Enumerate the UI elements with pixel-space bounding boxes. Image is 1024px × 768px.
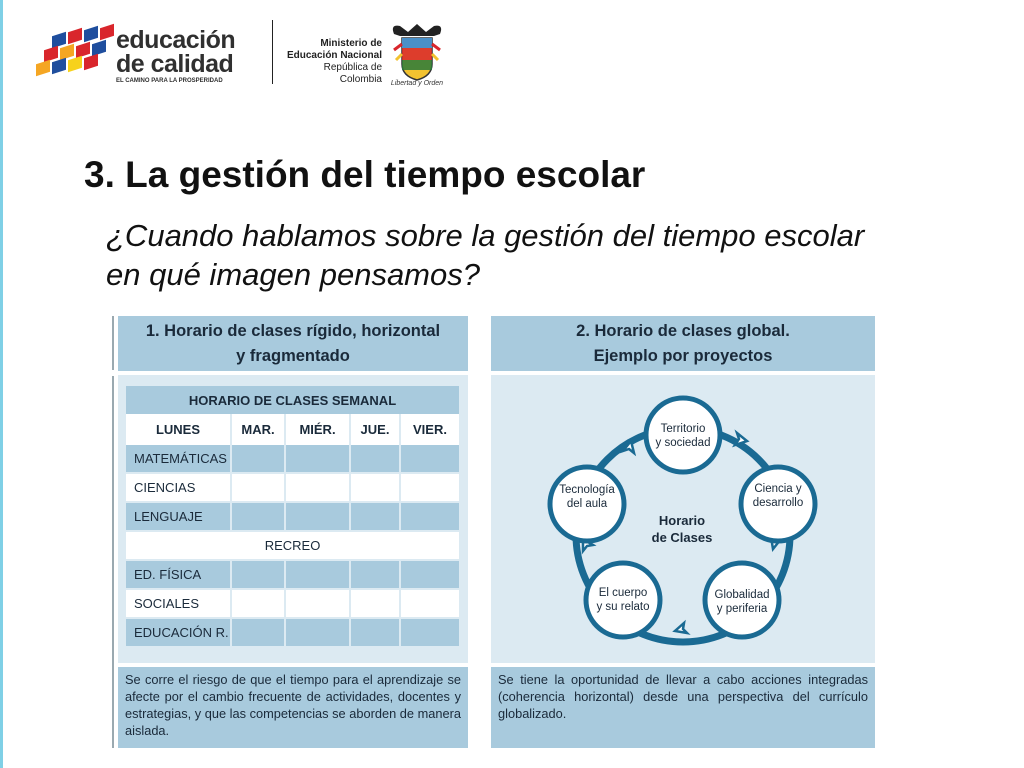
panel1-header-line2: y fragmentado: [236, 347, 350, 365]
row-label: MATEMÁTICAS: [126, 445, 230, 472]
table-row: [126, 619, 459, 646]
day-header-mier: MIÉR.: [286, 414, 349, 445]
center-label-line1: Horario: [658, 513, 706, 528]
slide-title: 3. La gestión del tiempo escolar: [84, 154, 646, 195]
weekly-schedule-table: [124, 386, 461, 646]
panel1-border-lower: [112, 376, 114, 748]
row-label: SOCIALES: [126, 590, 230, 617]
node-label: Globalidad: [714, 589, 770, 601]
node-label: y periferia: [716, 603, 768, 615]
node-label: Ciencia y: [754, 483, 802, 495]
ministry-line3: República de Colombia: [323, 62, 382, 85]
node-label: Territorio: [660, 423, 706, 435]
node-label: desarrollo: [752, 497, 804, 509]
logo-word-educacion: educación: [116, 26, 236, 54]
node-label: del aula: [566, 498, 608, 510]
panel1-footer: Se corre el riesgo de que el tiempo para el aprendizaje se afecte por el cambio frecuente de actividades, docentes y estrategias, y que las competencias se aborden de manera aislada.: [118, 667, 468, 748]
node-label: y sociedad: [655, 437, 711, 449]
day-header-vier: VIER.: [401, 414, 459, 445]
slide-subtitle: ¿Cuando hablamos sobre la gestión del tiempo escolar en qué imagen pensamos?: [106, 218, 865, 292]
row-label: LENGUAJE: [126, 503, 230, 530]
logo-word-de-calidad: de calidad: [116, 50, 234, 78]
node-label: El cuerpo: [598, 587, 648, 599]
node-label: y su relato: [596, 601, 650, 613]
day-header-jue: JUE.: [351, 414, 399, 445]
row-label: ED. FÍSICA: [126, 561, 230, 588]
table-row: [126, 503, 459, 530]
left-edge-rule: [0, 0, 3, 768]
table-row: [126, 590, 459, 617]
row-label: EDUCACIÓN R.: [126, 619, 230, 646]
center-label-line2: de Clases: [651, 530, 713, 545]
panel2-footer: Se tiene la oportunidad de llevar a cabo acciones integradas (coherencia horizontal) desde una perspectiva del currículo globalizado.: [491, 667, 875, 748]
node-territorio: [646, 398, 720, 472]
day-header-mar: MAR.: [232, 414, 284, 445]
logo-tagline: EL CAMINO PARA LA PROSPERIDAD: [116, 78, 223, 84]
table-row: [126, 474, 459, 501]
recreo-label: RECREO: [126, 532, 459, 559]
schedule-caption: HORARIO DE CLASES SEMANAL: [126, 386, 459, 414]
day-header-lunes: LUNES: [126, 414, 230, 445]
panel2-header-line2: Ejemplo por proyectos: [593, 347, 773, 365]
ministry-line1: Ministerio de: [320, 38, 382, 49]
cubes-logo-icon: [34, 30, 112, 84]
table-row: [126, 561, 459, 588]
panel1-header-line1: 1. Horario de clases rígido, horizontal: [145, 322, 441, 340]
ministry-name: [282, 38, 382, 86]
header-divider: [272, 20, 273, 84]
project-cycle-diagram: [491, 375, 875, 663]
panel1-border: [112, 316, 114, 370]
table-row: [126, 532, 459, 559]
panel2-header: [491, 316, 875, 371]
node-cuerpo: [586, 563, 660, 637]
cycle-arrow-icon: [675, 623, 687, 633]
panel1-header: [118, 316, 468, 371]
educacion-de-calidad-logo: [34, 26, 264, 88]
row-label: CIENCIAS: [126, 474, 230, 501]
table-row: [126, 445, 459, 472]
panel2-header-line1: 2. Horario de clases global.: [576, 322, 790, 340]
shield-motto: Libertad y Orden: [390, 80, 444, 87]
node-label: Tecnología: [559, 484, 615, 496]
ministry-line2: Educación Nacional: [286, 50, 382, 61]
